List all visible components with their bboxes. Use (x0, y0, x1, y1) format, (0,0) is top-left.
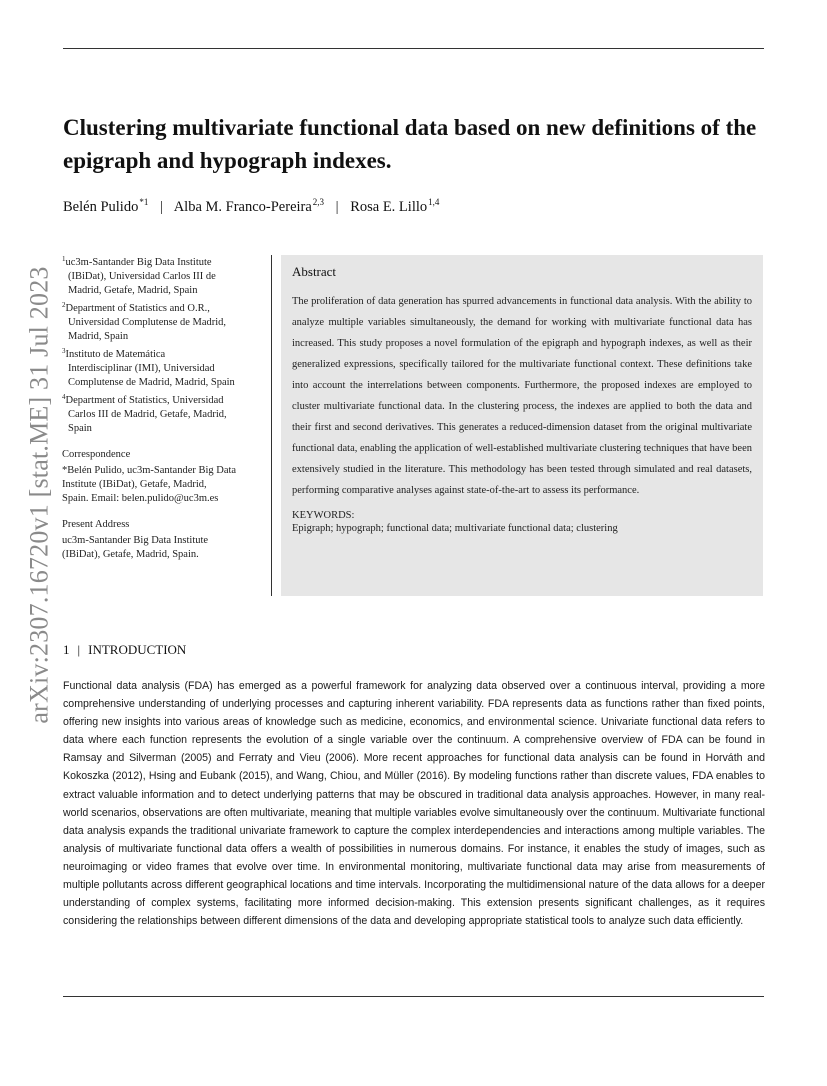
author-name: Rosa E. Lillo (350, 199, 428, 215)
author-separator: | (159, 199, 163, 215)
arxiv-stamp (10, 266, 70, 724)
affiliation-line: Universidad Complutense de Madrid, (68, 317, 227, 328)
present-address-line: uc3m-Santander Big Data Institute (62, 535, 209, 546)
affiliation-line: Department of Statistics and O.R., (65, 303, 210, 314)
correspondence-line: Spain. Email: belen.pulido@uc3m.es (62, 493, 219, 504)
author-affiliation-marker: 2,3 (312, 197, 325, 207)
arxiv-stamp-text: arXiv:2307.16720v1 [stat.ME] 31 Jul 2023 (25, 266, 54, 724)
affiliation-line: Instituto de Matemática (65, 349, 166, 360)
affiliation (62, 390, 272, 436)
affiliation-number: 4 (62, 393, 66, 401)
keywords-text: Epigraph; hypograph; functional data; multivariate functional data; clustering (292, 523, 618, 534)
section-heading (63, 642, 186, 658)
paper-title: Clustering multivariate functional data based on new definitions of the epigraph and hypograph indexes. (63, 115, 757, 173)
affiliation-line: Interdisciplinar (IMI), Universidad (68, 363, 215, 374)
introduction-paragraph: Functional data analysis (FDA) has emerged as a powerful framework for analyzing data observed over a continuous interval, providing a more comprehensive understanding of underlying processes and capturing inherent variability. FDA represents data as functions rather than fixed points, offering new insights into various areas of knowledge such as medicine, economics, and environmental science. Univariate functional data refers to data where each function represents the evolution of a single variable over the continuum. A comprehensive overview of FDA can be found in Ramsay and Silverman (2005) and Ferraty and Vieu (2006). More recent approaches for functional data analysis can be found in Horváth and Kokoszka (2012), Hsing and Eubank (2015), and Wang, Chiou, and Müller (2016). By modeling functions rather than discrete values, FDA enables to extract valuable information and to detect underlying patterns that may be obscured in traditional data analysis approaches. However, in many real-world scenarios, observations are often multivariate, meaning that multiple variables evolve simultaneously over the continuum. Multivariate functional data analysis expands the traditional univariate framework to capture the complex interdependencies and interactions among multiple variables. The analysis of multivariate functional data offers a wealth of possibilities in numerous domains. For instance, it enables the study of images, such as neuroimaging or video frames that evolve over time. In environmental monitoring, multivariate functional data may arise from measurements of multiple pollutants across different geographical locations and time intervals. Incorporating the multidimensional nature of the data allows for a deeper understanding of complex systems, facilitating more informed decision-making. This extension presents significant challenges, as it requires considering the relationships between different dimensions of the data and developing appropriate statistical tools to analyze such data efficiently. (63, 680, 765, 928)
author-list (63, 197, 763, 216)
abstract-box (281, 255, 763, 596)
sidebar-divider (271, 255, 272, 596)
affiliation (62, 252, 272, 298)
affiliation-line: Spain (68, 423, 92, 434)
affiliation-line: Madrid, Spain (68, 331, 129, 342)
affiliation-number: 3 (62, 347, 66, 355)
section-number: 1 (63, 642, 70, 657)
correspondence-line: Institute (IBiDat), Getafe, Madrid, (62, 479, 207, 490)
sidebar-info (62, 252, 272, 562)
present-address-line: (IBiDat), Getafe, Madrid, Spain. (62, 549, 199, 560)
affiliation (62, 298, 272, 344)
affiliation-line: Carlos III de Madrid, Getafe, Madrid, (68, 409, 227, 420)
affiliation (62, 344, 272, 390)
present-address-heading: Present Address (62, 519, 130, 530)
author-separator: | (335, 199, 339, 215)
affiliation-line: Department of Statistics, Universidad (65, 395, 224, 406)
affiliation-number: 2 (62, 301, 66, 309)
keywords-heading: KEYWORDS: (292, 510, 355, 521)
affiliation-line: (IBiDat), Universidad Carlos III de (68, 271, 216, 282)
abstract-text: The proliferation of data generation has spurred advancements in functional data analysis. With the ability to analyze multiple variables simultaneously, the demand for working with multivariate functional data has increased. This study proposes a novel formulation of the epigraph and hypograph indexes, as well as their generalized expressions, specifically tailored for the multivariate functional context. These definitions take into account the interrelations between components. Furthermore, the proposed indexes are employed to cluster multivariate functional data. In the clustering process, the indexes are applied to both the data and their first and second derivatives. This generates a reduced-dimension dataset from the original multivariate functional data, enabling the application of well-established multivariate clustering techniques that have been extensively studied in the literature. This methodology has been tested through simulated and real datasets, performing comparative analyses against state-of-the-art to assess its performance. (292, 296, 752, 496)
abstract-heading: Abstract (292, 264, 337, 279)
author-affiliation-marker: 1,4 (428, 197, 440, 207)
bottom-rule (63, 996, 764, 997)
affiliation-number: 1 (62, 255, 66, 263)
correspondence-heading: Correspondence (62, 449, 131, 460)
section-title: INTRODUCTION (88, 642, 187, 657)
author-affiliation-marker: *1 (139, 197, 149, 207)
affiliation-line: uc3m-Santander Big Data Institute (65, 257, 212, 268)
top-rule (63, 48, 764, 49)
section-separator: | (77, 642, 81, 657)
affiliation-line: Madrid, Getafe, Madrid, Spain (68, 285, 198, 296)
author-name: Belén Pulido (63, 199, 139, 215)
correspondence-line: *Belén Pulido, uc3m-Santander Big Data (62, 465, 237, 476)
affiliation-line: Complutense de Madrid, Madrid, Spain (68, 377, 235, 388)
author-name: Alba M. Franco-Pereira (173, 199, 312, 215)
